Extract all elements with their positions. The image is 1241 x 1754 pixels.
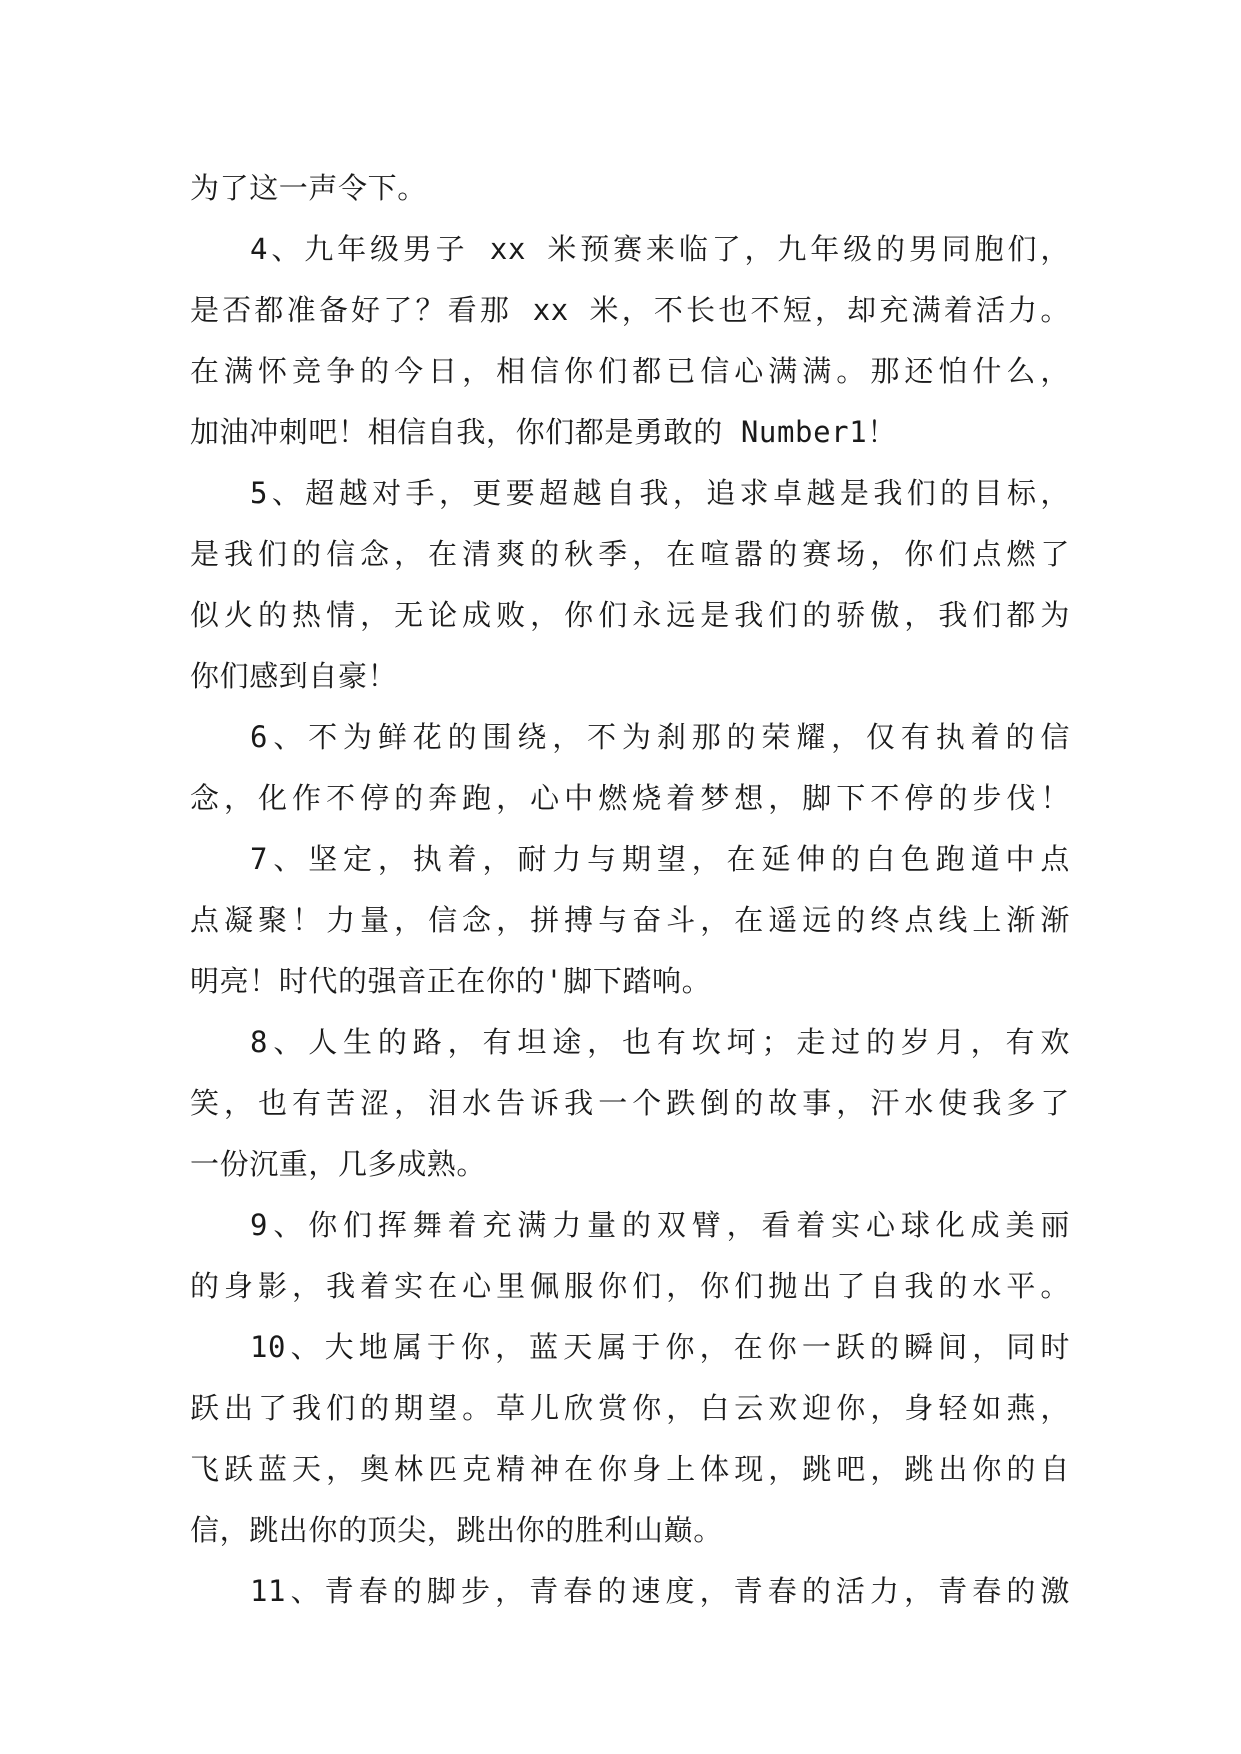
text-line: 为了这一声令下。 bbox=[190, 171, 427, 205]
text-line: 点凝聚！力量，信念，拼搏与奋斗，在遥远的终点线上渐渐 bbox=[190, 903, 1070, 937]
text-line: 6、不为鲜花的围绕，不为刹那的荣耀，仅有执着的信 bbox=[250, 720, 1070, 754]
text-line: 8、人生的路，有坦途，也有坎坷；走过的岁月，有欢 bbox=[250, 1025, 1070, 1059]
text-line: 飞跃蓝天，奥林匹克精神在你身上体现，跳吧，跳出你的自 bbox=[190, 1452, 1070, 1486]
text-line: 一份沉重，几多成熟。 bbox=[190, 1147, 487, 1181]
text-line: 4、九年级男子 xx 米预赛来临了，九年级的男同胞们， bbox=[250, 232, 1070, 266]
text-line: 是我们的信念，在清爽的秋季，在喧嚣的赛场，你们点燃了 bbox=[190, 537, 1070, 571]
text-line: 10、大地属于你，蓝天属于你，在你一跃的瞬间，同时 bbox=[250, 1330, 1070, 1364]
text-line: 是否都准备好了？看那 xx 米，不长也不短，却充满着活力。 bbox=[190, 293, 1070, 327]
text-line: 的身影，我着实在心里佩服你们，你们抛出了自我的水平。 bbox=[190, 1269, 1070, 1303]
text-line: 笑，也有苦涩，泪水告诉我一个跌倒的故事，汗水使我多了 bbox=[190, 1086, 1070, 1120]
text-line: 你们感到自豪！ bbox=[190, 659, 398, 693]
text-line: 加油冲刺吧！相信自我，你们都是勇敢的 Number1！ bbox=[190, 415, 897, 449]
text-line: 9、你们挥舞着充满力量的双臂，看着实心球化成美丽 bbox=[250, 1208, 1070, 1242]
text-line: 跃出了我们的期望。草儿欣赏你，白云欢迎你，身轻如燕， bbox=[190, 1391, 1070, 1425]
document-body bbox=[190, 158, 1070, 1622]
text-line: 7、坚定，执着，耐力与期望，在延伸的白色跑道中点 bbox=[250, 842, 1070, 876]
text-line: 似火的热情，无论成败，你们永远是我们的骄傲，我们都为 bbox=[190, 598, 1070, 632]
text-line: 5、超越对手，更要超越自我，追求卓越是我们的目标， bbox=[250, 476, 1070, 510]
text-line: 念，化作不停的奔跑，心中燃烧着梦想，脚下不停的步伐！ bbox=[190, 781, 1070, 815]
text-line: 在满怀竞争的今日，相信你们都已信心满满。那还怕什么， bbox=[190, 354, 1070, 388]
text-line: 11、青春的脚步，青春的速度，青春的活力，青春的激 bbox=[250, 1574, 1070, 1608]
text-line: 明亮！时代的强音正在你的'脚下踏响。 bbox=[190, 964, 712, 998]
text-line: 信，跳出你的顶尖，跳出你的胜利山巅。 bbox=[190, 1513, 723, 1547]
